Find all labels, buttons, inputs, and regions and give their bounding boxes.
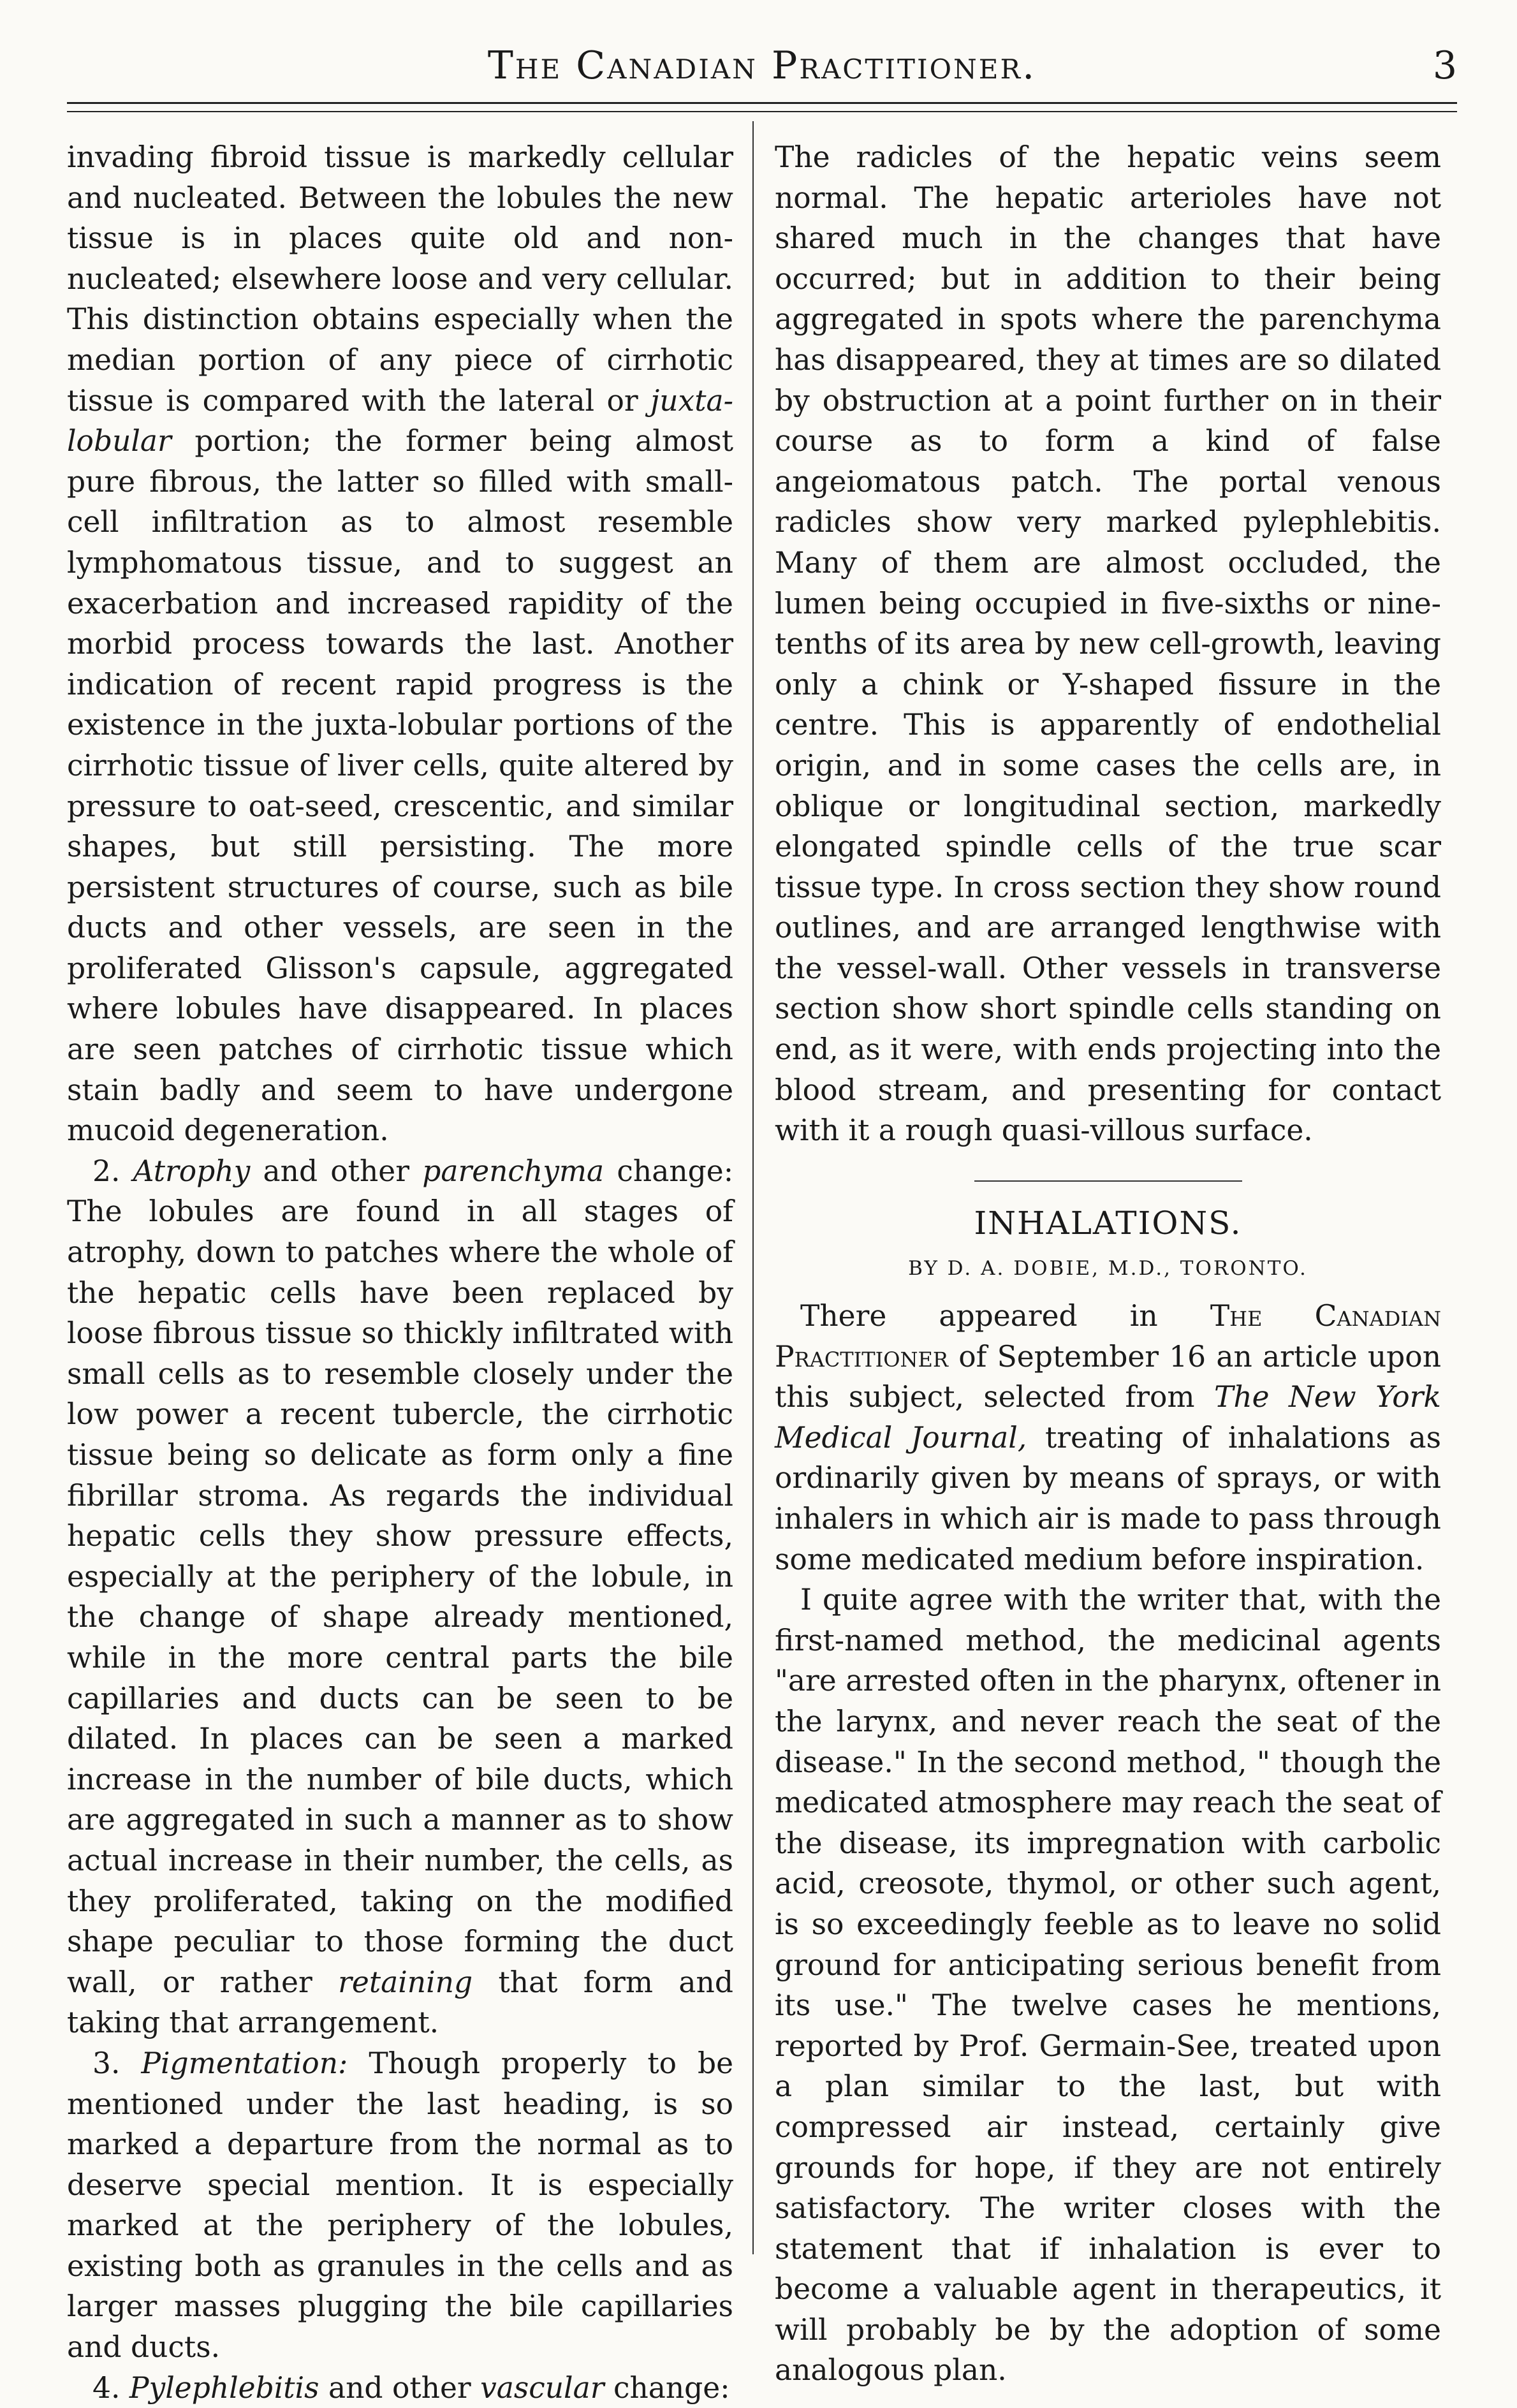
article-paragraph: I quite agree with the writer that, with the first-named method, the medicinal agents "are arrested often in the pharynx, oftener in the larynx, and never reach the seat of the disease." In the second method, " though the medicated atmosphere may reach the seat of the disease, its impregnation with carbolic acid, creosote, thymol, or other such agent, is so exceedingly feeble as to leave no solid ground for anticipating serious benefit from its use." The twelve cases he mentions, reported by Prof. Germain-See, treated upon a plan similar to the last, but with compressed air instead, certainly give grounds for hope, if they are not entirely satisfactory. The writer closes with the statement that if inhalation is ever to become a valuable agent in therapeutics, it will probably be by the adoption of some analogous plan. [775,1583,1441,2388]
header-rule [67,102,1457,104]
column-divider [752,121,754,2254]
list-item-pylephlebitis: 4. Pylephlebitis and other vascular change: [92,2370,730,2405]
page-header [67,43,1457,94]
right-column [775,137,1442,2388]
list-item-atrophy: 2. Atrophy and other parenchyma change: The lobules are found in all stages of atrophy, down to patches where the whole of the hepatic cells have been replaced by loose fibrous tissue so thickly infiltrated with small cells as to resemble closely under the low power a recent tubercle, the cirrhotic tissue being so delicate as form only a fine fibrillar stroma. As regards the individual hepatic cells they show pressure effects, especially at the periphery of the lobule, in the change of shape already mentioned, while in the more central parts the bile capillaries and ducts can be seen to be dilated. In places can be seen a marked increase in the number of bile ducts, which are aggregated in such a manner as to show actual increase in their number, the cells, as they proliferated, taking on the modified shape peculiar to those forming the duct wall, or rather retaining that form and taking that arrangement. [67,1154,734,2040]
paragraph-continued: invading fibroid tissue is markedly cellular and nucleated. Between the lobules the new tissue is in places quite old and non-nucleated; elsewhere loose and very cellular. This distinction obtains especially when the median portion of any piece of cirrhotic tissue is compared with the lateral or juxta-lobular portion; the former being almost pure fibrous, the latter so filled with small-cell infiltration as to almost resemble lymphomatous tissue, and to suggest an exacerbation and increased rapidity of the morbid process towards the last. Another indication of recent rapid progress is the existence in the juxta-lobular portions of the cirrhotic tissue of liver cells, quite altered by pressure to oat-seed, crescentic, and similar shapes, but still persisting. The more persistent structures of course, such as bile ducts and other vessels, are seen in the proliferated Glisson's capsule, aggregated where lobules have disappeared. In places are seen patches of cirrhotic tissue which stain badly and seem to have undergone mucoid degeneration. [67,140,733,1148]
article-byline: BY D. A. DOBIE, M.D., TORONTO. [908,1257,1308,1281]
list-item-pigmentation: 3. Pigmentation: Though properly to be mentioned under the last heading, is so marked a departure from the normal as to deserve special mention. It is especially marked at the periphery of the lobules, existing both as granules in the cells and as larger masses plugging the bile capillaries and ducts. [67,2046,734,2365]
left-column [67,137,734,2405]
page-number: 3 [1432,43,1457,88]
running-title: The Canadian Practitioner. [487,43,1037,88]
header-rule-thin [67,111,1457,112]
article-paragraph: There appeared in The Canadian Practitioner of September 16 an article upon this subject, selected from The New York Medical Journal, treating of inhalations as ordinarily given by means of sprays, or with inhalers in which air is made to pass through some medicated medium before inspiration. [775,1299,1442,1576]
article-title: INHALATIONS. [974,1204,1242,1242]
section-divider [974,1180,1242,1182]
paragraph-continued: The radicles of the hepatic veins seem normal. The hepatic arterioles have not shared much in the changes that have occurred; but in addition to their being aggregated in spots where the parenchyma has disappeared, they at times are so dilated by obstruction at a point further on in their course as to form a kind of false angeiomatous patch. The portal venous radicles show very marked pylephlebitis. Many of them are almost occluded, the lumen being occupied in five-sixths or nine-tenths of its area by new cell-growth, leaving only a chink or Y-shaped fissure in the centre. This is apparently of endothelial origin, and in some cases the cells are, in oblique or longitudinal section, markedly elongated spindle cells of the true scar tissue type. In cross section they show round outlines, and are arranged lengthwise with the vessel-wall. Other vessels in transverse section show short spindle cells standing on end, as it were, with ends projecting into the blood stream, and presenting for contact with it a rough quasi-villous surface. [775,140,1441,1148]
